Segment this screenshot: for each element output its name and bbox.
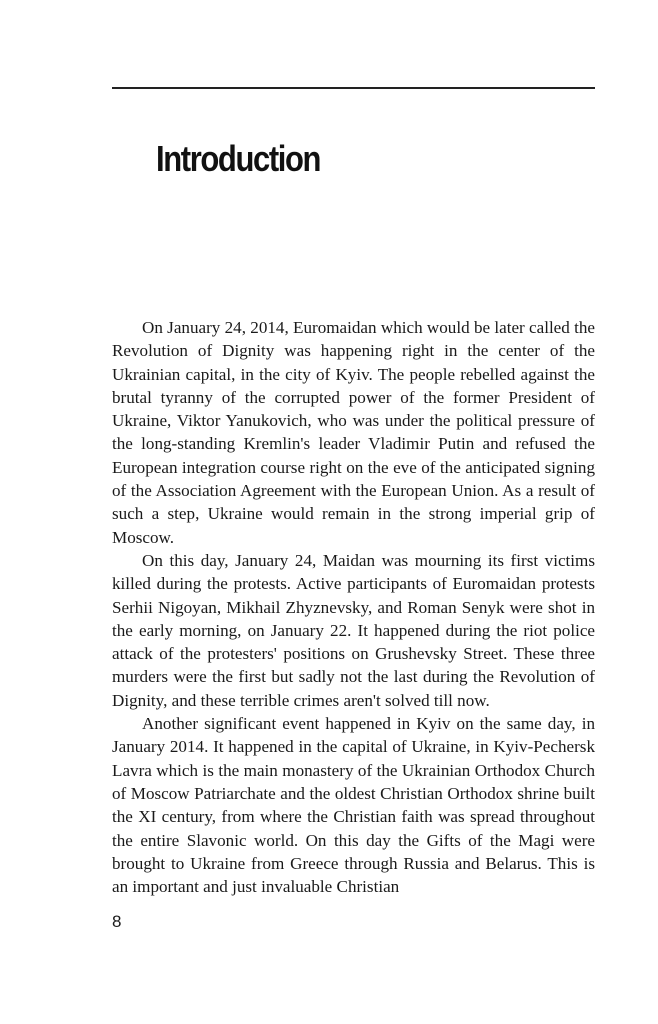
paragraph: Another significant event happened in Kyiv on the same day, in January 2014. It happened in the capital of Ukraine, in Kyiv-Pechersk Lavra which is the main monastery of the Ukrainian Orthodox Church of Moscow Patriarchate and the oldest Christian Orthodox shrine built the XI century, from where the Christian faith was spread throughout the entire Slavonic world. On this day the Gifts of the Magi were brought to Ukraine from Greece through Russia and Belarus. This is an important and just invaluable Christian <box>112 714 595 897</box>
paragraph: On this day, January 24, Maidan was mourning its first victims killed during the protests. Active participants of Euromaidan protests Serhii Nigoyan, Mikhail Zhyznevsky, and Roman Senyk were shot in the early morning, on January 22. It happened during the riot police attack of the protesters' positions on Grushevsky Street. These three murders were the first but sadly not the last during the Revolution of Dignity, and these terrible crimes aren't solved till now. <box>112 550 595 710</box>
body-text <box>112 316 595 898</box>
chapter-title: Introduction <box>156 138 321 179</box>
header-rule <box>112 87 595 89</box>
page-number: 8 <box>112 912 122 931</box>
paragraph: On January 24, 2014, Euromaidan which would be later called the Revolution of Dignity was happening right in the center of the Ukrainian capital, in the city of Kyiv. The people rebelled against the brutal tyranny of the corrupted power of the former President of Ukraine, Viktor Yanukovich, who was under the political pressure of the long-standing Kremlin's leader Vladimir Putin and refused the European integration course right on the eve of the anticipated signing of the Association Agreement with the European Union. As a result of such a step, Ukraine would remain in the strong imperial grip of Moscow. <box>112 318 595 547</box>
